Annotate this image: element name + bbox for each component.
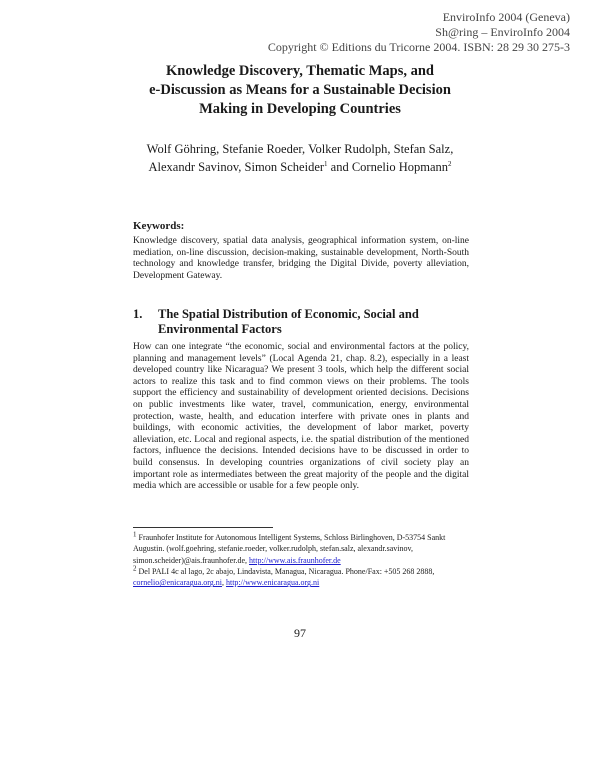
- section-title: The Spatial Distribution of Economic, Social and Environmental Factors: [158, 307, 419, 336]
- authors-line-1: Wolf Göhring, Stefanie Roeder, Volker Rudolph, Stefan Salz,: [146, 142, 454, 156]
- authors-line-2-b: and Cornelio Hopmann: [327, 160, 449, 174]
- header-proceedings: Sh@ring – EnviroInfo 2004: [435, 25, 570, 39]
- page-number: 97: [294, 626, 306, 640]
- header-copyright: Copyright © Editions du Tricorne 2004. ISBN: 28 29 30 275-3: [267, 40, 570, 54]
- footnote-2-text: Del PALI 4c al lago, 2c abajo, Lindavista, Managua, Nicaragua. Phone/Fax: +505 268 2888,: [136, 566, 435, 576]
- affiliation-marker-1: 1: [324, 159, 328, 168]
- title-line-2: e-Discussion as Means for a Sustainable Decision: [149, 82, 451, 98]
- author-list: [60, 140, 540, 176]
- paper-title: [60, 62, 540, 119]
- footnote-1-marker: 1: [133, 530, 137, 539]
- footnote-2-marker: 2: [133, 564, 137, 573]
- title-line-3: Making in Developing Countries: [199, 101, 401, 117]
- authors-line-2: [60, 158, 540, 176]
- footnote-1: [133, 532, 469, 566]
- footnote-2-email-link[interactable]: cornelio@enicaragua.org.ni: [133, 578, 222, 588]
- header-conference: EnviroInfo 2004 (Geneva): [442, 10, 570, 24]
- title-line-1: Knowledge Discovery, Thematic Maps, and: [166, 63, 434, 79]
- authors-line-2-a: Alexandr Savinov, Simon Scheider: [148, 160, 325, 174]
- keywords-heading: Keywords:: [133, 220, 185, 232]
- page-header: [268, 10, 570, 55]
- footnote-1-text: Fraunhofer Institute for Autonomous Intelligent Systems, Schloss Birlinghoven, D-53754 Sankt Augustin. (wolf.goehring, stefanie.roeder, volker.rudolph, stefan.salz, alexandr.savinov, simon.scheider)@ais.fraunhofer.de,: [133, 533, 446, 565]
- keywords-text: Knowledge discovery, spatial data analysis, geographical information system, on-line mediation, on-line discussion, decision-making, sustainable development, North-South technology and knowledge transfer, bridging the Digital Divide, poverty alleviation, Development Gateway.: [133, 236, 469, 281]
- affiliation-marker-2: 2: [448, 159, 452, 168]
- footnote-1-link[interactable]: http://www.ais.fraunhofer.de: [249, 555, 341, 565]
- footnotes: [133, 532, 469, 588]
- section-number: 1.: [133, 307, 143, 321]
- footnote-2: [133, 566, 469, 589]
- footnote-2-web-link[interactable]: http://www.enicaragua.org.ni: [225, 578, 320, 588]
- section-body: How can one integrate “the economic, social and environmental factors at the policy, planning and management levels” (Local Agenda 21, chap. 8.2), especially in a least developed country like Nicaragua? We present 3 tools, which help the different social actors to realize this task and to find common views on their problems. The tools support the efficiency and sustainability of development oriented decisions. Decisions on public investments like water, travel, communication, energy, environmental protection, waste, health, and education interfere with private ones in plants and buildings, with economic activities, the development of labor market, poverty alleviation, etc. Local and regional aspects, i.e. the spatial distribution of the mentioned factors, influence the decisions. Intended decisions have to be discussed in order to build consensus. In developing countries organizations of civil society play an important role as intermediates between the great majority of the people and the digital media which are accessible or usable for a few people only.: [133, 342, 469, 492]
- footnote-divider: [133, 527, 273, 528]
- footnote-2-separator: ,: [221, 578, 226, 588]
